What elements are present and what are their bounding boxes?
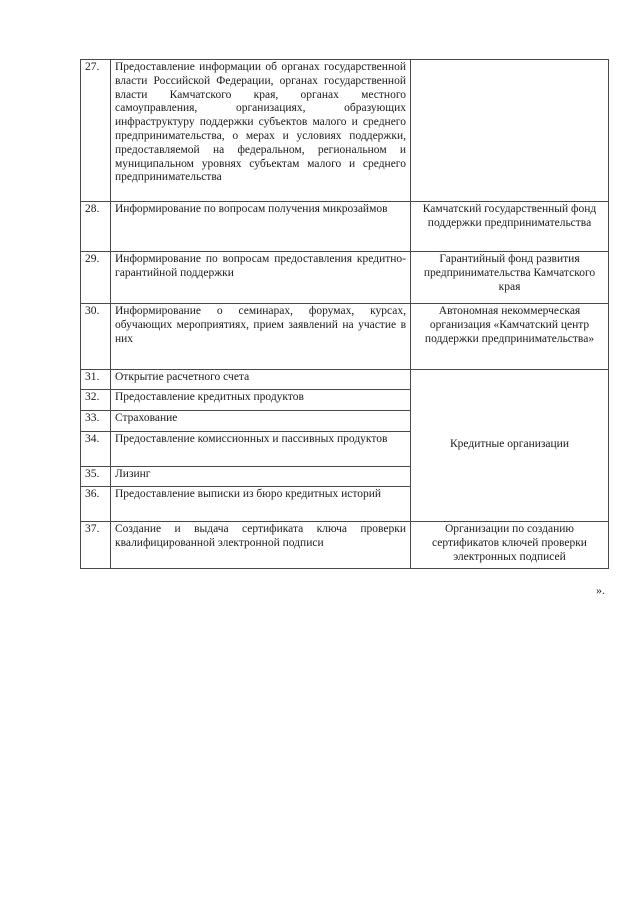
row-number: 29. [81, 252, 111, 304]
service-description: Информирование о семинарах, форумах, курсах, обучающих мероприятиях, прием заявлений на участие в них [111, 304, 411, 370]
service-description: Информирование по вопросам получения микрозаймов [111, 202, 411, 252]
service-description: Информирование по вопросам предоставления кредитно-гарантийной поддержки [111, 252, 411, 304]
table-row [81, 522, 609, 569]
service-description: Предоставление информации об органах государственной власти Российской Федерации, органах государственной власти Камчатского края, органах местного самоуправления, организациях, образующих инфраструктуру поддержки субъектов малого и среднего предпринимательства, о мерах и условиях поддержки, предоставляемой на федеральном, региональном и муниципальном уровнях субъектам малого и среднего предпринимательства [111, 60, 411, 202]
organization-cell: Гарантийный фонд развития предпринимательства Камчатского края [411, 252, 609, 304]
service-description: Создание и выдача сертификата ключа проверки квалифицированной электронной подписи [111, 522, 411, 569]
service-description: Открытие расчетного счета [111, 370, 411, 390]
organization-cell [411, 60, 609, 202]
row-number: 33. [81, 411, 111, 432]
row-number: 34. [81, 432, 111, 467]
row-number: 35. [81, 467, 111, 487]
service-description: Страхование [111, 411, 411, 432]
row-number: 28. [81, 202, 111, 252]
service-description: Предоставление комиссионных и пассивных продуктов [111, 432, 411, 467]
row-number: 27. [81, 60, 111, 202]
row-number: 36. [81, 487, 111, 522]
credit-organizations-cell: Кредитные организации [411, 370, 609, 522]
row-number: 32. [81, 390, 111, 411]
table-row [81, 60, 609, 202]
organization-cell: Камчатский государственный фонд поддержки предпринимательства [411, 202, 609, 252]
table-row [81, 304, 609, 370]
table-row [81, 370, 609, 390]
organization-cell: Организации по созданию сертификатов ключей проверки электронных подписей [411, 522, 609, 569]
services-table [80, 59, 609, 569]
table-row [81, 202, 609, 252]
service-description: Лизинг [111, 467, 411, 487]
row-number: 31. [81, 370, 111, 390]
row-number: 37. [81, 522, 111, 569]
service-description: Предоставление кредитных продуктов [111, 390, 411, 411]
closing-quote-mark: ». [596, 583, 605, 597]
table-row [81, 252, 609, 304]
row-number: 30. [81, 304, 111, 370]
service-description: Предоставление выписки из бюро кредитных историй [111, 487, 411, 522]
organization-cell: Автономная некоммерческая организация «Камчатский центр поддержки предпринимательства» [411, 304, 609, 370]
